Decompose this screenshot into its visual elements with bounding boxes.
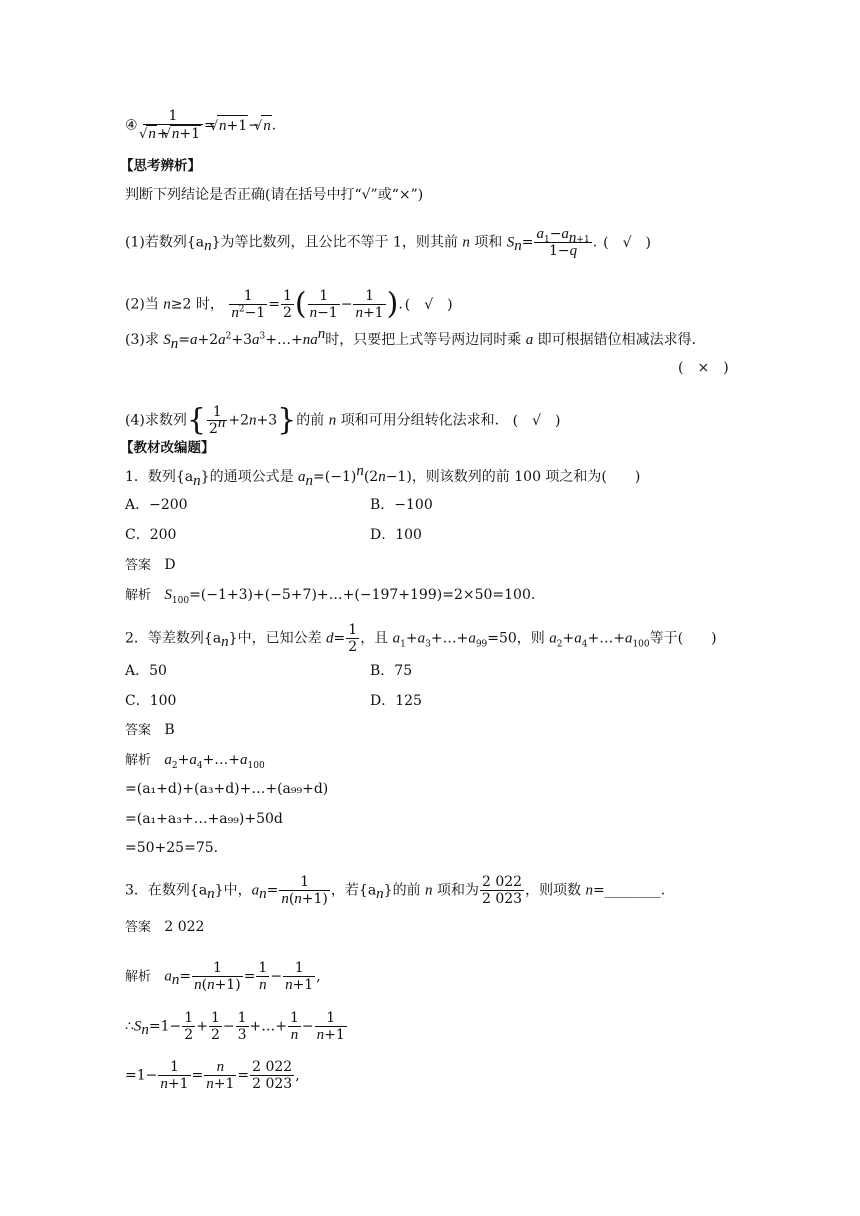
j1-den: 1− xyxy=(549,243,570,259)
q3-analysis: 解析 $a_n=$ $\frac{1}{n(n+1)}$ = $\frac{1}{n}$ − $\frac{1}{n+1}$ , xyxy=(125,960,321,993)
q2-option-d: D．125 xyxy=(370,693,422,709)
item-number: ④ xyxy=(125,117,138,134)
answer-label: 答案 xyxy=(125,920,152,935)
q1-stem-c: ，则该数列的前 100 项之和为( ) xyxy=(411,469,641,485)
q2-analysis-line4: =50+25=75. xyxy=(125,840,219,856)
q2-analysis-line3: =(a₁+a₃+…+a₉₉)+50d xyxy=(125,811,283,827)
j1-mid2: 项和 xyxy=(469,234,507,251)
q3-stem-d: }的前 xyxy=(383,882,426,899)
q1-stem-b: }的通项公式是 xyxy=(200,469,299,485)
j4-pre: (4)求数列 xyxy=(125,412,187,429)
q2-stem: 2．等差数列$\{a_n\}$中，已知公差 d= $\frac{1}{2}$ ，且 $a_1+a_3+\dots+a_{99}=50$，则 $a_2+a_4+\dots+a_{100}$等于( ) xyxy=(125,622,717,655)
q3-stem-c: ，若{a xyxy=(330,882,377,899)
j2-half-den: 2 xyxy=(282,305,292,321)
q3-stem-g: =________. xyxy=(593,882,666,899)
q1-option-a: A．−200 xyxy=(125,497,188,513)
section-textbook: 【教材改编题】 xyxy=(120,440,215,456)
analysis-label: 解析 xyxy=(125,969,152,985)
q2-stem-e: 等于( ) xyxy=(649,630,717,647)
answer-value: B xyxy=(164,722,175,738)
j2-pre: (2)当 xyxy=(125,296,164,313)
q2-analysis-line2: =(a₁+d)+(a₃+d)+…+(a₉₉+d) xyxy=(125,781,329,797)
q1-analysis: 解析 $S_{100}=(-1+3)+(-5+7)+\dots+(-197+199)=2\times 50=100$. xyxy=(125,587,536,606)
answer-label: 答案 xyxy=(125,723,152,738)
j3-tail2: 即可根据错位相减法求得． xyxy=(533,332,706,348)
analysis-label: 解析 xyxy=(125,588,152,603)
minus-sign: − xyxy=(248,117,260,134)
q3-stem-e: 项和为 xyxy=(432,882,479,899)
judge-item-4: (4)求数列{ $\frac{1}{2^n}$ +2n+3}的前 n 项和可用分组转化法求和． ( √ ) xyxy=(125,402,561,438)
period: . xyxy=(271,117,277,134)
answer-value: 2 022 xyxy=(164,919,205,935)
judge-item-3: (3)求 $S_n=a+2a^2+3a^3+\dots+na^n$时，只要把上式等号两边同时乘 a 即可根据错位相减法求得． xyxy=(125,326,706,352)
j2-answer: ( √ ) xyxy=(404,296,453,313)
j3-tail: 时，只要把上式等号两边同时乘 xyxy=(325,332,526,348)
q3-frac-den: 2 023 xyxy=(481,891,523,907)
q2-stem-a: 2．等差数列{a xyxy=(125,630,222,647)
q2-option-b: B．75 xyxy=(370,663,413,679)
j3-pre: (3)求 xyxy=(125,332,164,348)
think-instruction: 判断下列结论是否正确(请在括号中打“√”或“×”) xyxy=(125,187,424,203)
q3-analysis-line2: $\therefore S_n=1-$ $\frac{1}{2}$ + $\frac{1}{2}$ − $\frac{1}{3}$ +…+ $\frac{1}{n}$ − $\frac{1}{n+1}$ xyxy=(125,1010,345,1043)
q3-stem-b: }中， xyxy=(214,882,252,899)
q1-option-c: C．200 xyxy=(125,527,177,543)
q3-stem-a: 3．在数列{a xyxy=(125,882,208,899)
j2-half-num: 1 xyxy=(282,288,292,304)
j4-tail: 的前 xyxy=(296,412,329,429)
j2-mid: ≥2 时， xyxy=(170,296,224,313)
q1-option-b: B．−100 xyxy=(370,497,433,513)
q3-stem-f: ，则项数 xyxy=(525,882,586,899)
answer-label: 答案 xyxy=(125,558,152,573)
answer-value: D xyxy=(164,557,176,573)
q1-stem: 1．数列$\{a_n\}$的通项公式是 $a_n=(-1)^n(2n-1)$，则该数列的前 100 项之和为( ) xyxy=(125,463,641,489)
q3-answer xyxy=(125,917,204,938)
q2-option-c: C．100 xyxy=(125,693,177,709)
q2-stem-b: }中，已知公差 xyxy=(228,630,327,647)
judge-item-2: (2)当 n≥2 时， $\frac{1}{n^2-1}$ = $\frac{1}{2}$ ( $\frac{1}{n-1}$ − $\frac{1}{n+1}$ ). ( √ ) xyxy=(125,286,453,322)
j4-tail2: 项和可用分组转化法求和． xyxy=(336,412,509,429)
q2-stem-c: ，且 xyxy=(360,630,393,647)
q3-stem: 3．在数列$\{a_n\}$中，$a_n=$ $\frac{1}{n(n+1)}$ ，若$\{a_n\}$的前 n 项和为 $\frac{2 022}{2 023}$ ，则项数 n=________. xyxy=(125,874,666,907)
analysis-label: 解析 xyxy=(125,753,152,768)
q1-answer xyxy=(125,555,176,576)
section-think: 【思考辨析】 xyxy=(120,158,201,174)
frac-numerator: 1 xyxy=(143,108,203,125)
q2-analysis: 解析 $a_2+a_4+\dots+a_{100}$ xyxy=(125,752,265,771)
j1-pre: (1)若数列{a xyxy=(125,234,205,251)
q3-analysis-line3: =1− $\frac{1}{n+1}$ = $\frac{n}{n+1}$ = $\frac{2 022}{2 023}$ , xyxy=(125,1059,300,1092)
q2-option-a: A．50 xyxy=(125,663,167,679)
q1-option-d: D．100 xyxy=(370,527,422,543)
formula-item-4: ④ 1 √ n+√ n+1 =√ n+1−√ n. xyxy=(125,108,276,143)
q1-stem-a: 1．数列{a xyxy=(125,469,194,485)
j1-mid: }为等比数列，且公比不等于 1，则其前 xyxy=(211,234,463,251)
j3-answer: ( × ) xyxy=(678,360,729,376)
j2-num: 1 xyxy=(229,288,267,305)
q2-stem-d: =50，则 xyxy=(487,630,550,647)
q3-frac-num: 2 022 xyxy=(481,874,523,890)
analysis-text: =(−1+3)+(−5+7)+…+(−197+199)=2×50=100. xyxy=(189,587,536,603)
judge-item-1: (1)若数列$\{a_n\}$为等比数列，且公比不等于 1，则其前 n 项和 $S_n=$ $\frac{a_1-a_{n+1}}{1-q}$ . ( √ ) xyxy=(125,226,652,259)
j1-answer: ( √ ) xyxy=(603,234,652,251)
q2-answer xyxy=(125,720,175,741)
j4-answer: ( √ ) xyxy=(512,412,561,429)
